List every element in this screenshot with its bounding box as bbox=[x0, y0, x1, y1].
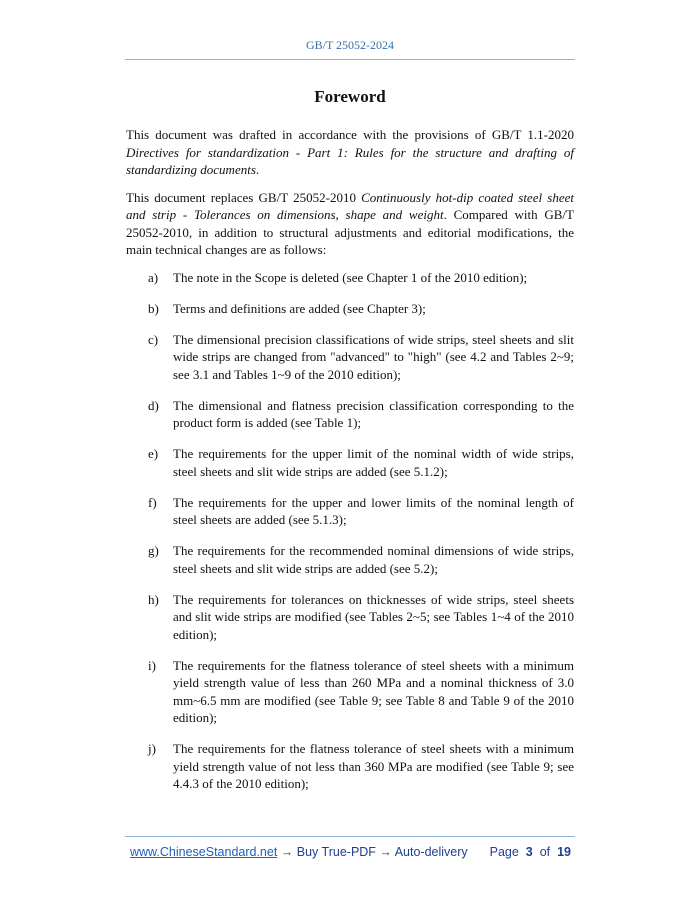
list-item-text: The requirements for the upper limit of the nominal width of wide strips, steel sheets and slit wide strips are added (see 5.1.2); bbox=[173, 446, 574, 479]
list-marker: h) bbox=[148, 591, 159, 607]
list-item-text: The dimensional precision classifications of wide strips, steel sheets and slit wide strips are changed from "advanced" to "high" (see 4.2 and Tables 2~9; see 3.1 and Tables 1~9 of the 2010 edition); bbox=[173, 331, 574, 382]
footer-divider bbox=[125, 836, 575, 837]
page-indicator bbox=[490, 845, 571, 859]
promo-text: → Buy True-PDF → Auto-delivery bbox=[277, 845, 468, 859]
list-item-text: The note in the Scope is deleted (see Chapter 1 of the 2010 edition); bbox=[173, 269, 528, 285]
list-marker: f) bbox=[148, 494, 157, 510]
page-title: Foreword bbox=[314, 87, 386, 106]
list-marker: b) bbox=[148, 300, 159, 316]
list-marker: e) bbox=[148, 446, 159, 461]
website-link[interactable]: www.ChineseStandard.net bbox=[130, 845, 278, 859]
list-item bbox=[126, 591, 574, 644]
current-page-number: 3 bbox=[525, 845, 533, 859]
list-marker: i) bbox=[148, 657, 156, 673]
total-pages-number: 19 bbox=[557, 845, 571, 859]
list-item bbox=[126, 269, 574, 287]
replacement-text-end: . Compared with GB/T 25052-2010, in addition to structural adjustments and editorial modifications, the main technical changes are as follows: bbox=[126, 207, 574, 257]
drafting-reference-title: Directives for standardization - Part 1: Rules for the structure and drafting of standardizing documents bbox=[126, 144, 574, 177]
of-label: of bbox=[539, 845, 551, 859]
page-label: Page bbox=[489, 845, 519, 859]
list-item-text: The requirements for the flatness tolerance of steel sheets with a minimum yield strength value of not less than 360 MPa are modified (see Table 9; see 4.4.3 of the 2010 edition); bbox=[173, 741, 574, 791]
list-item-text: The requirements for the recommended nominal dimensions of wide strips, steel sheets and slit wide strips are added (see 5.2); bbox=[173, 543, 574, 576]
replacement-text-start: This document replaces GB/T 25052-2010 bbox=[126, 189, 362, 205]
list-item bbox=[126, 300, 574, 318]
drafting-end: . bbox=[255, 162, 260, 177]
list-marker: c) bbox=[148, 331, 159, 347]
drafting-paragraph bbox=[126, 126, 574, 179]
replacement-paragraph bbox=[126, 189, 574, 259]
list-item bbox=[126, 331, 574, 384]
list-item bbox=[126, 542, 574, 577]
list-item bbox=[126, 445, 574, 480]
list-item-text: The dimensional and flatness precision classification corresponding to the product form is added (see Table 1); bbox=[173, 397, 574, 430]
list-marker: a) bbox=[148, 269, 159, 285]
list-marker: j) bbox=[148, 741, 156, 756]
list-item bbox=[126, 494, 574, 529]
replaced-standard-title: Continuously hot-dip coated steel sheet and strip - Tolerances on dimensions, shape and weight bbox=[126, 189, 574, 222]
header-divider bbox=[125, 59, 575, 60]
list-marker: g) bbox=[148, 543, 159, 558]
list-item-text: The requirements for the upper and lower limits of the nominal length of steel sheets are added (see 5.1.3); bbox=[173, 494, 574, 527]
drafting-text: This document was drafted in accordance with the provisions of GB/T 1.1-2020 bbox=[126, 127, 574, 142]
list-item-text: Terms and definitions are added (see Chapter 3); bbox=[173, 300, 426, 316]
list-item bbox=[126, 657, 574, 727]
list-marker: d) bbox=[148, 397, 159, 413]
list-item bbox=[126, 397, 574, 432]
list-item-text: The requirements for the flatness tolerance of steel sheets with a minimum yield strength value of less than 260 MPa and a nominal thickness of 3.0 mm~6.5 mm are modified (see Table 9; see Table 8 and Table 9 of the 2010 edition); bbox=[173, 657, 574, 725]
page-footer bbox=[130, 845, 575, 859]
document-code-header: GB/T 25052-2024 bbox=[305, 38, 395, 52]
changes-list bbox=[126, 269, 574, 793]
document-body bbox=[126, 126, 574, 806]
list-item bbox=[126, 740, 574, 793]
list-item-text: The requirements for tolerances on thicknesses of wide strips, steel sheets and slit wide strips are modified (see Tables 2~5; see Tables 1~4 of the 2010 edition); bbox=[173, 591, 574, 642]
